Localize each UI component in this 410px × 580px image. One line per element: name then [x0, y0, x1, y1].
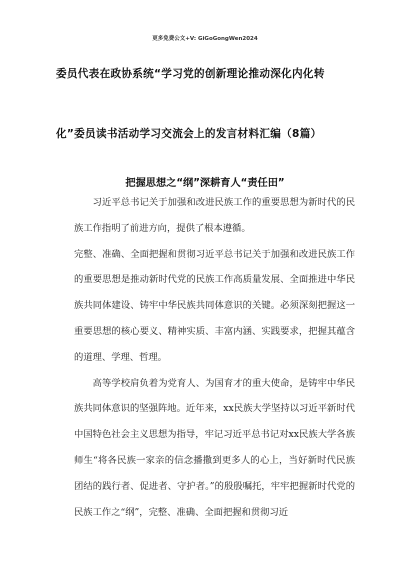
- document-title-line-1: 委员代表在政协系统“学习党的创新理论推动深化内化转: [56, 68, 325, 80]
- body-text: [74, 190, 355, 525]
- document-title-line-2: 化”委员读书活动学习交流会上的发言材料汇编（8篇）: [56, 128, 322, 140]
- paragraph-2: 完整、准确、全面把握和贯彻习近平总书记关于加强和改进民族工作的重要思想是推动新时代党的民族工作高质量发展、全面推进中华民族共同体建设、铸牢中华民族共同体意识的关键。必须深刻把握这一重要思想的核心要义、精神实质、丰富内涵、实践要求，把握其蕴含的道理、学理、哲理。: [74, 248, 355, 363]
- paragraph-1: 习近平总书记关于加强和改进民族工作的重要思想为新时代的民族工作指明了前进方向，提供了根本遵循。: [74, 197, 355, 234]
- paragraph-3: 高等学校肩负着为党育人、为国育才的重大使命，是铸牢中华民族共同体意识的坚强阵地。近年来，xx民族大学坚持以习近平新时代中国特色社会主义思想为指导，牢记习近平总书记对xx民族大学各族师生“将各民族一家亲的信念播撒到更多人的心上，当好新时代民族团结的践行者、促进者、守护者。”的殷殷嘱托，牢牢把握新时代党的民族工作之“纲”，完整、准确、全面把握和贯彻习近: [74, 377, 355, 518]
- section-title: 把握思想之“纲”深耕育人“责任田”: [125, 178, 285, 189]
- header-note: 更多免费公文+V: GiGoGongWen2024: [152, 36, 258, 42]
